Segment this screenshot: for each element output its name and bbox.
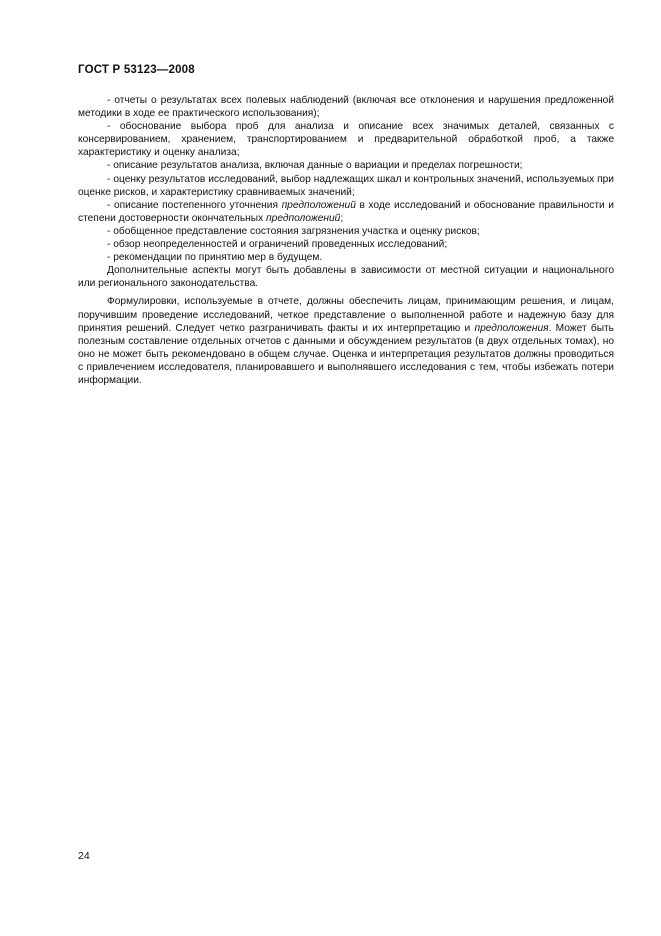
assumptions-text-3: ;: [340, 212, 344, 224]
list-item-assumptions-refinement: [78, 199, 614, 225]
assumptions-italic-2: предположений: [266, 212, 341, 224]
wording-italic: предположения: [474, 322, 549, 334]
wording-text-2: . Может быть полезным составление отдельных отчетов с данными и обсуждением результатов (в двух отдельных томах), но оно не может быть рекомендовано в общем случае. Оценка и интерпретация результатов должны проводиться с привлечением исследователя, планировавшего и выполнявшего исследования с тем, чтобы избежать потери информации.: [78, 322, 614, 386]
page-number: 24: [78, 850, 90, 862]
list-item-uncertainty-review: - обзор неопределенностей и ограничений проведенных исследований;: [107, 239, 448, 251]
list-item-sample-selection: - обоснование выбора проб для анализа и описание всех значимых деталей, связанных с консервированием, хранением, транспортированием и предварительной обработкой проб, а также характеристику и оценку анализа;: [78, 121, 614, 159]
list-item-recommendations: - рекомендации по принятию мер в будущем.: [107, 252, 323, 264]
list-item-research-assessment: - оценку результатов исследований, выбор надлежащих шкал и контрольных значений, используемых при оценке рисков, и характеристику сравниваемых значений;: [78, 173, 614, 198]
document-body: [78, 94, 614, 387]
assumptions-italic-1: предположений: [281, 199, 356, 211]
assumptions-text-1: - описание постепенного уточнения: [107, 199, 282, 211]
document-header: ГОСТ Р 53123—2008: [78, 64, 195, 76]
list-item-field-reports: - отчеты о результатах всех полевых наблюдений (включая все отклонения и нарушения предложенной методики в ходе ее практического использования);: [78, 95, 614, 120]
list-item-analysis-results: - описание результатов анализа, включая данные о вариации и пределах погрешности;: [107, 160, 523, 172]
assumptions-text-2: в ходе исследований и обоснование правильности и степени достоверности окончательных: [78, 199, 614, 224]
list-item-contamination-summary: - обобщенное представление состояния загрязнения участка и оценку рисков;: [107, 225, 480, 237]
wording-paragraph: [78, 295, 614, 387]
additional-aspects-paragraph: Дополнительные аспекты могут быть добавлены в зависимости от местной ситуации и национального или регионального законодательства.: [78, 265, 614, 290]
wording-text-1: Формулировки, используемые в отчете, должны обеспечить лицам, принимающим решения, и лицам, поручившим проведение исследований, четкое представление о выполненной работе и надежную базу для принятия решений. Следует четко разграничивать факты и их интерпретацию и: [78, 296, 614, 334]
